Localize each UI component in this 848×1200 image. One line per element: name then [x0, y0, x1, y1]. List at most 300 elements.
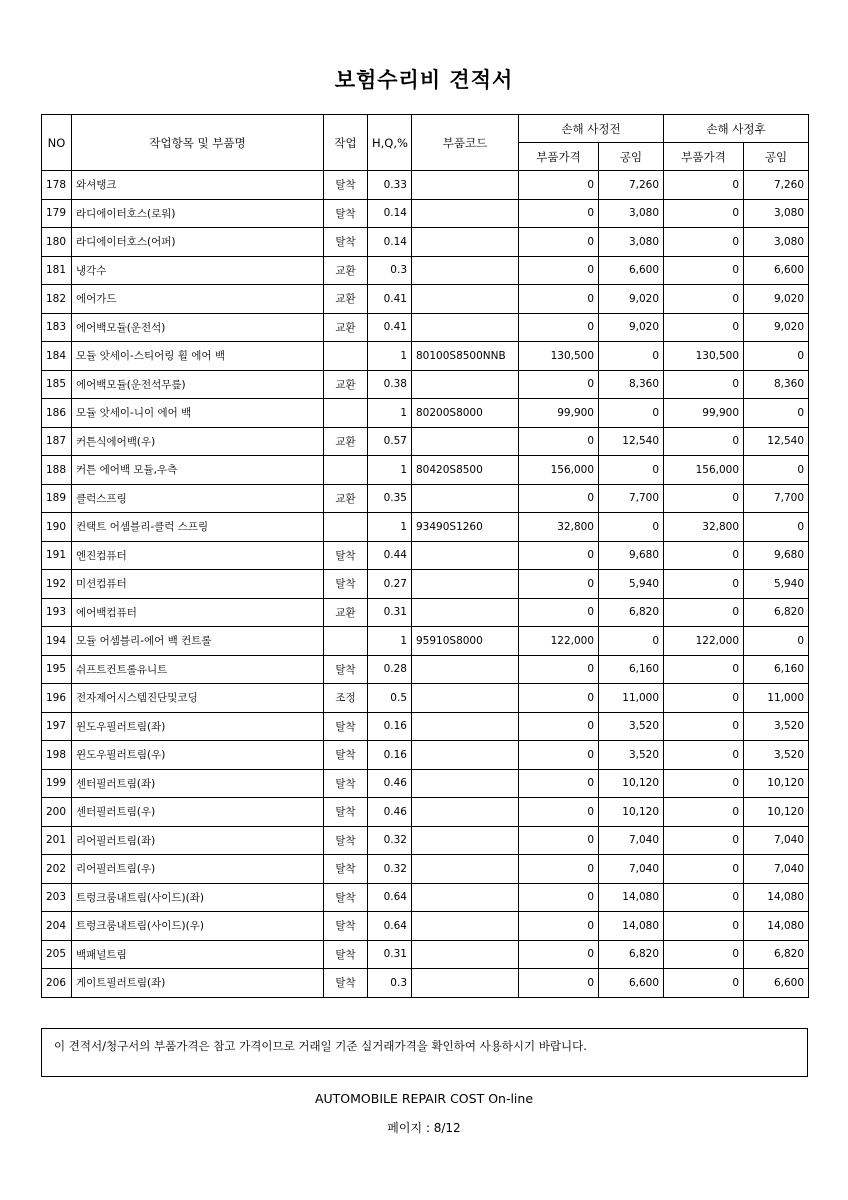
item-name: 윈도우필러트림(우)	[72, 741, 324, 770]
notice-box	[41, 1028, 808, 1077]
labor-before: 3,520	[599, 741, 664, 770]
labor-after: 7,040	[744, 855, 809, 884]
labor-before: 14,080	[599, 912, 664, 941]
item-name: 센터필러트림(좌)	[72, 769, 324, 798]
labor-after: 7,260	[744, 171, 809, 200]
labor-after: 6,600	[744, 969, 809, 998]
part-code	[412, 570, 519, 599]
row-number: 206	[42, 969, 72, 998]
labor-before: 9,020	[599, 313, 664, 342]
item-name: 냉각수	[72, 256, 324, 285]
operation: 교환	[324, 370, 368, 399]
part-price-before: 0	[519, 541, 599, 570]
table-row	[42, 969, 809, 998]
labor-before: 7,260	[599, 171, 664, 200]
item-name: 클럭스프링	[72, 484, 324, 513]
hq-value: 0.46	[368, 769, 412, 798]
part-code	[412, 598, 519, 627]
item-name: 에어백컴퓨터	[72, 598, 324, 627]
labor-before: 11,000	[599, 684, 664, 713]
part-price-before: 130,500	[519, 342, 599, 371]
part-price-before: 0	[519, 769, 599, 798]
part-price-after: 0	[664, 969, 744, 998]
table-row	[42, 285, 809, 314]
header-part-price-after: 부품가격	[664, 143, 744, 171]
part-price-after: 0	[664, 570, 744, 599]
labor-after: 6,820	[744, 940, 809, 969]
part-code	[412, 313, 519, 342]
table-row	[42, 940, 809, 969]
operation: 교환	[324, 598, 368, 627]
part-price-after: 0	[664, 855, 744, 884]
table-row	[42, 798, 809, 827]
part-price-before: 0	[519, 427, 599, 456]
item-name: 미션컴퓨터	[72, 570, 324, 599]
labor-before: 7,700	[599, 484, 664, 513]
table-row	[42, 256, 809, 285]
page-number: 페이지 : 8/12	[387, 1121, 461, 1135]
part-price-before: 0	[519, 570, 599, 599]
part-code	[412, 798, 519, 827]
hq-value: 0.5	[368, 684, 412, 713]
item-name: 트렁크룸내트림(사이드)(좌)	[72, 883, 324, 912]
labor-after: 14,080	[744, 883, 809, 912]
part-price-after: 32,800	[664, 513, 744, 542]
table-row	[42, 769, 809, 798]
operation: 교환	[324, 484, 368, 513]
row-number: 205	[42, 940, 72, 969]
hq-value: 0.14	[368, 228, 412, 257]
labor-after: 14,080	[744, 912, 809, 941]
table-row	[42, 484, 809, 513]
table-row	[42, 883, 809, 912]
labor-before: 7,040	[599, 826, 664, 855]
table-row	[42, 370, 809, 399]
operation: 탈착	[324, 199, 368, 228]
row-number: 186	[42, 399, 72, 428]
item-name: 모듈 어셈블리-에어 백 컨트롤	[72, 627, 324, 656]
labor-after: 6,600	[744, 256, 809, 285]
part-price-before: 156,000	[519, 456, 599, 485]
labor-before: 14,080	[599, 883, 664, 912]
operation	[324, 399, 368, 428]
labor-after: 6,160	[744, 655, 809, 684]
table-row	[42, 541, 809, 570]
hq-value: 0.46	[368, 798, 412, 827]
labor-before: 0	[599, 342, 664, 371]
row-number: 201	[42, 826, 72, 855]
row-number: 183	[42, 313, 72, 342]
row-number: 185	[42, 370, 72, 399]
labor-after: 0	[744, 399, 809, 428]
hq-value: 0.41	[368, 285, 412, 314]
operation	[324, 513, 368, 542]
part-price-after: 0	[664, 940, 744, 969]
part-code	[412, 427, 519, 456]
part-code	[412, 969, 519, 998]
part-price-after: 0	[664, 912, 744, 941]
labor-before: 9,020	[599, 285, 664, 314]
row-number: 180	[42, 228, 72, 257]
row-number: 192	[42, 570, 72, 599]
part-code	[412, 285, 519, 314]
labor-before: 3,080	[599, 228, 664, 257]
part-price-after: 0	[664, 741, 744, 770]
hq-value: 0.32	[368, 855, 412, 884]
part-price-before: 0	[519, 598, 599, 627]
table-row	[42, 741, 809, 770]
labor-after: 7,700	[744, 484, 809, 513]
labor-after: 0	[744, 456, 809, 485]
labor-before: 0	[599, 456, 664, 485]
labor-before: 12,540	[599, 427, 664, 456]
operation: 탈착	[324, 855, 368, 884]
item-name: 리어필러트림(좌)	[72, 826, 324, 855]
header-item: 작업항목 및 부품명	[72, 115, 324, 171]
table-row	[42, 912, 809, 941]
labor-before: 0	[599, 399, 664, 428]
part-price-after: 0	[664, 370, 744, 399]
labor-after: 7,040	[744, 826, 809, 855]
part-price-before: 99,900	[519, 399, 599, 428]
labor-after: 0	[744, 513, 809, 542]
part-price-after: 0	[664, 171, 744, 200]
hq-value: 0.16	[368, 712, 412, 741]
part-code	[412, 883, 519, 912]
part-price-before: 0	[519, 285, 599, 314]
header-code: 부품코드	[412, 115, 519, 171]
labor-before: 6,820	[599, 598, 664, 627]
hq-value: 0.64	[368, 912, 412, 941]
item-name: 커튼 에어백 모듈,우측	[72, 456, 324, 485]
labor-after: 12,540	[744, 427, 809, 456]
labor-before: 3,520	[599, 712, 664, 741]
header-labor-before: 공임	[599, 143, 664, 171]
operation: 교환	[324, 427, 368, 456]
operation: 탈착	[324, 798, 368, 827]
row-number: 187	[42, 427, 72, 456]
operation: 탈착	[324, 570, 368, 599]
row-number: 197	[42, 712, 72, 741]
part-code: 95910S8000	[412, 627, 519, 656]
part-price-before: 0	[519, 826, 599, 855]
part-price-after: 0	[664, 655, 744, 684]
labor-after: 10,120	[744, 798, 809, 827]
row-number: 191	[42, 541, 72, 570]
labor-after: 10,120	[744, 769, 809, 798]
operation: 탈착	[324, 883, 368, 912]
item-name: 컨택트 어셈블리-클럭 스프링	[72, 513, 324, 542]
header-hq: H,Q,%	[368, 115, 412, 171]
row-number: 204	[42, 912, 72, 941]
labor-before: 3,080	[599, 199, 664, 228]
labor-before: 0	[599, 627, 664, 656]
item-name: 쉬프트컨트롤유니트	[72, 655, 324, 684]
hq-value: 0.27	[368, 570, 412, 599]
item-name: 에어가드	[72, 285, 324, 314]
hq-value: 0.35	[368, 484, 412, 513]
labor-after: 0	[744, 627, 809, 656]
hq-value: 0.16	[368, 741, 412, 770]
hq-value: 0.14	[368, 199, 412, 228]
row-number: 178	[42, 171, 72, 200]
hq-value: 1	[368, 342, 412, 371]
row-number: 181	[42, 256, 72, 285]
labor-before: 10,120	[599, 798, 664, 827]
table-row	[42, 342, 809, 371]
item-name: 모듈 앗세이-스티어링 휠 에어 백	[72, 342, 324, 371]
part-code	[412, 741, 519, 770]
part-price-after: 156,000	[664, 456, 744, 485]
labor-after: 9,020	[744, 313, 809, 342]
row-number: 195	[42, 655, 72, 684]
item-name: 게이트필러트림(좌)	[72, 969, 324, 998]
labor-after: 6,820	[744, 598, 809, 627]
header-part-price-before: 부품가격	[519, 143, 599, 171]
row-number: 182	[42, 285, 72, 314]
part-price-before: 32,800	[519, 513, 599, 542]
hq-value: 1	[368, 513, 412, 542]
table-row	[42, 456, 809, 485]
row-number: 190	[42, 513, 72, 542]
part-price-before: 0	[519, 370, 599, 399]
item-name: 라디에이터호스(로워)	[72, 199, 324, 228]
part-code	[412, 655, 519, 684]
operation: 탈착	[324, 712, 368, 741]
labor-after: 3,520	[744, 741, 809, 770]
item-name: 에어백모듈(운전석무릎)	[72, 370, 324, 399]
part-code	[412, 855, 519, 884]
part-code	[412, 256, 519, 285]
labor-after: 9,680	[744, 541, 809, 570]
table-row	[42, 712, 809, 741]
hq-value: 0.31	[368, 940, 412, 969]
part-price-after: 0	[664, 798, 744, 827]
part-price-after: 0	[664, 427, 744, 456]
row-number: 198	[42, 741, 72, 770]
labor-before: 10,120	[599, 769, 664, 798]
labor-before: 6,600	[599, 256, 664, 285]
header-after-adjustment: 손해 사정후	[664, 115, 809, 143]
labor-after: 3,080	[744, 199, 809, 228]
operation	[324, 342, 368, 371]
row-number: 202	[42, 855, 72, 884]
hq-value: 0.57	[368, 427, 412, 456]
part-code	[412, 484, 519, 513]
part-price-after: 0	[664, 285, 744, 314]
item-name: 엔진컴퓨터	[72, 541, 324, 570]
part-price-after: 0	[664, 228, 744, 257]
part-code	[412, 940, 519, 969]
part-code	[412, 541, 519, 570]
labor-after: 3,520	[744, 712, 809, 741]
part-price-after: 130,500	[664, 342, 744, 371]
part-price-before: 0	[519, 712, 599, 741]
table-header	[42, 115, 809, 171]
row-number: 189	[42, 484, 72, 513]
operation: 탈착	[324, 655, 368, 684]
part-code	[412, 712, 519, 741]
row-number: 188	[42, 456, 72, 485]
operation: 탈착	[324, 171, 368, 200]
row-number: 203	[42, 883, 72, 912]
hq-value: 0.28	[368, 655, 412, 684]
part-price-before: 122,000	[519, 627, 599, 656]
part-price-before: 0	[519, 798, 599, 827]
item-name: 모듈 앗세이-니이 에어 백	[72, 399, 324, 428]
hq-value: 0.41	[368, 313, 412, 342]
part-price-after: 99,900	[664, 399, 744, 428]
labor-before: 6,600	[599, 969, 664, 998]
table-row	[42, 655, 809, 684]
part-code	[412, 171, 519, 200]
labor-before: 0	[599, 513, 664, 542]
labor-after: 3,080	[744, 228, 809, 257]
table-row	[42, 598, 809, 627]
part-price-before: 0	[519, 313, 599, 342]
part-price-before: 0	[519, 199, 599, 228]
operation	[324, 627, 368, 656]
part-code: 80200S8000	[412, 399, 519, 428]
table-row	[42, 228, 809, 257]
hq-value: 0.3	[368, 256, 412, 285]
row-number: 194	[42, 627, 72, 656]
part-price-after: 0	[664, 256, 744, 285]
part-code	[412, 228, 519, 257]
table-row	[42, 684, 809, 713]
labor-after: 8,360	[744, 370, 809, 399]
table-row	[42, 399, 809, 428]
row-number: 193	[42, 598, 72, 627]
hq-value: 0.31	[368, 598, 412, 627]
row-number: 184	[42, 342, 72, 371]
part-price-after: 0	[664, 769, 744, 798]
table-row	[42, 427, 809, 456]
part-price-before: 0	[519, 655, 599, 684]
part-price-before: 0	[519, 171, 599, 200]
item-name: 전자제어시스템진단및코딩	[72, 684, 324, 713]
operation: 탈착	[324, 741, 368, 770]
hq-value: 0.32	[368, 826, 412, 855]
labor-before: 9,680	[599, 541, 664, 570]
header-no: NO	[42, 115, 72, 171]
table-row	[42, 826, 809, 855]
operation: 탈착	[324, 969, 368, 998]
item-name: 커튼식에어백(우)	[72, 427, 324, 456]
part-price-after: 0	[664, 712, 744, 741]
header-before-adjustment: 손해 사정전	[519, 115, 664, 143]
labor-before: 5,940	[599, 570, 664, 599]
part-code	[412, 912, 519, 941]
part-price-before: 0	[519, 256, 599, 285]
part-price-before: 0	[519, 912, 599, 941]
part-price-before: 0	[519, 741, 599, 770]
hq-value: 1	[368, 627, 412, 656]
part-code	[412, 370, 519, 399]
part-price-after: 0	[664, 598, 744, 627]
row-number: 199	[42, 769, 72, 798]
labor-before: 7,040	[599, 855, 664, 884]
part-code	[412, 199, 519, 228]
table-row	[42, 855, 809, 884]
item-name: 센터필러트림(우)	[72, 798, 324, 827]
table-row	[42, 313, 809, 342]
part-code: 80100S8500NNB	[412, 342, 519, 371]
notice-text: 이 견적서/청구서의 부품가격은 참고 가격이므로 거래일 기준 실거래가격을 확인하여 사용하시기 바랍니다.	[54, 1039, 587, 1053]
table-row	[42, 171, 809, 200]
table-body	[42, 171, 809, 998]
part-price-before: 0	[519, 684, 599, 713]
operation: 탈착	[324, 826, 368, 855]
part-code	[412, 684, 519, 713]
operation: 교환	[324, 256, 368, 285]
part-code	[412, 769, 519, 798]
header-labor-after: 공임	[744, 143, 809, 171]
part-price-before: 0	[519, 883, 599, 912]
table-row	[42, 199, 809, 228]
labor-after: 11,000	[744, 684, 809, 713]
part-price-before: 0	[519, 228, 599, 257]
item-name: 백패널트림	[72, 940, 324, 969]
labor-after: 0	[744, 342, 809, 371]
footer-brand: AUTOMOBILE REPAIR COST On-line	[314, 1091, 534, 1106]
table-row	[42, 627, 809, 656]
part-price-after: 0	[664, 313, 744, 342]
part-price-after: 0	[664, 883, 744, 912]
item-name: 리어필러트림(우)	[72, 855, 324, 884]
item-name: 와셔탱크	[72, 171, 324, 200]
operation	[324, 456, 368, 485]
table-row	[42, 513, 809, 542]
operation: 탈착	[324, 769, 368, 798]
hq-value: 0.38	[368, 370, 412, 399]
row-number: 196	[42, 684, 72, 713]
hq-value: 1	[368, 399, 412, 428]
item-name: 라디에이터호스(어퍼)	[72, 228, 324, 257]
hq-value: 0.33	[368, 171, 412, 200]
part-price-before: 0	[519, 969, 599, 998]
part-price-before: 0	[519, 484, 599, 513]
item-name: 트렁크룸내트림(사이드)(우)	[72, 912, 324, 941]
hq-value: 0.64	[368, 883, 412, 912]
part-code: 80420S8500	[412, 456, 519, 485]
operation: 교환	[324, 313, 368, 342]
labor-before: 6,160	[599, 655, 664, 684]
operation: 탈착	[324, 940, 368, 969]
operation: 조정	[324, 684, 368, 713]
document-title: 보험수리비 견적서	[334, 68, 514, 92]
part-price-after: 0	[664, 199, 744, 228]
item-name: 윈도우필러트림(좌)	[72, 712, 324, 741]
operation: 교환	[324, 285, 368, 314]
hq-value: 1	[368, 456, 412, 485]
part-price-after: 0	[664, 826, 744, 855]
part-price-after: 0	[664, 541, 744, 570]
operation: 탈착	[324, 541, 368, 570]
labor-after: 5,940	[744, 570, 809, 599]
part-price-before: 0	[519, 940, 599, 969]
labor-before: 8,360	[599, 370, 664, 399]
part-price-after: 0	[664, 684, 744, 713]
part-price-after: 0	[664, 484, 744, 513]
operation: 탈착	[324, 912, 368, 941]
hq-value: 0.44	[368, 541, 412, 570]
labor-before: 6,820	[599, 940, 664, 969]
item-name: 에어백모듈(운전석)	[72, 313, 324, 342]
row-number: 200	[42, 798, 72, 827]
estimate-table	[41, 114, 809, 998]
part-code: 93490S1260	[412, 513, 519, 542]
